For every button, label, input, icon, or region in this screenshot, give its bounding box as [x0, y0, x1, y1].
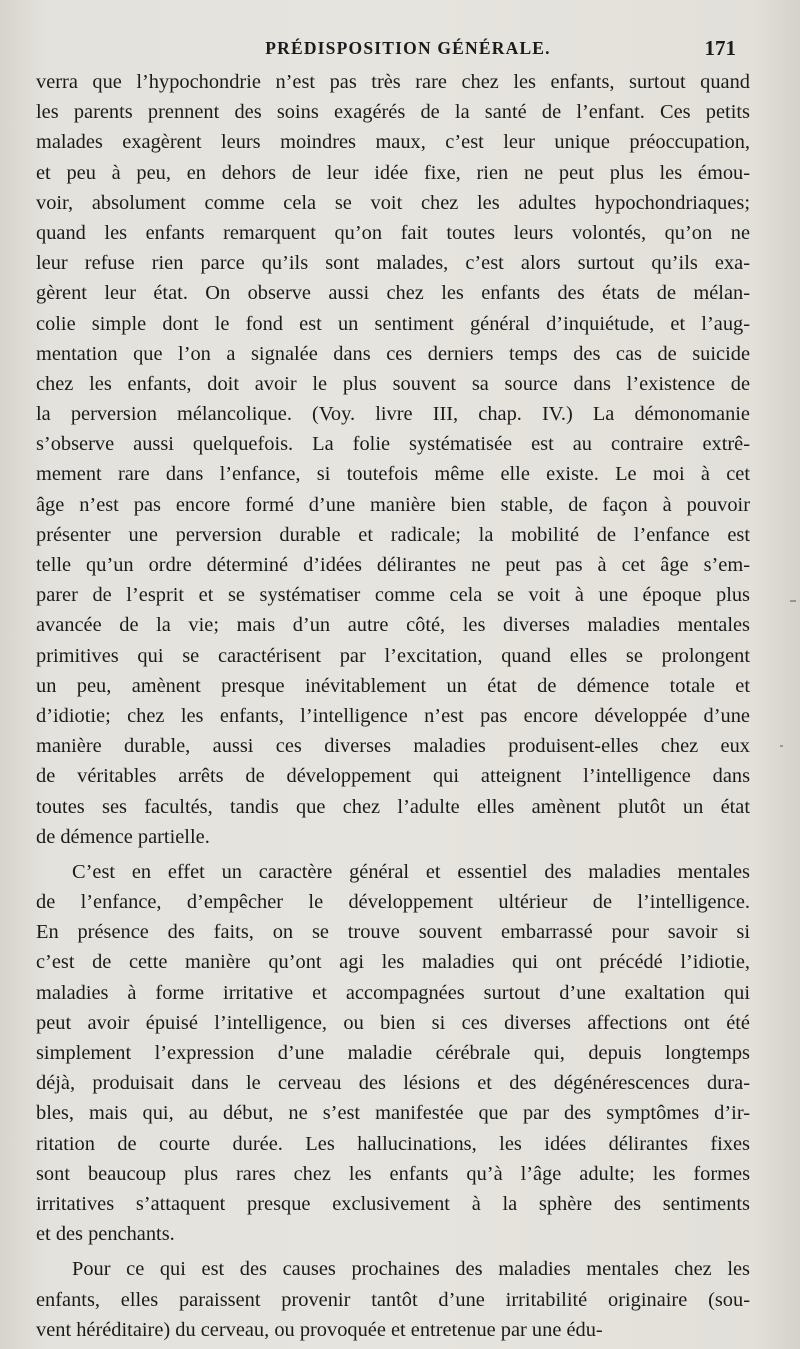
margin-mark	[790, 600, 796, 602]
text-line: gèrent leur état. On observe aussi chez les enfants des états de mélan-	[36, 282, 750, 305]
text-line: voir, absolument comme cela se voit chez les adultes hypochondriaques;	[36, 191, 750, 214]
running-head: PRÉDISPOSITION GÉNÉRALE.	[265, 38, 551, 58]
text-line: c’est de cette manière qu’ont agi les maladies qui ont précédé l’idiotie,	[36, 951, 750, 974]
body-text	[36, 67, 750, 1345]
text-line: leur refuse rien parce qu’ils sont malades, c’est alors surtout qu’ils exa-	[36, 252, 750, 275]
text-line: telle qu’un ordre déterminé d’idées délirantes ne peut pas à cet âge s’em-	[36, 554, 750, 576]
text-line: mement rare dans l’enfance, si toutefois même elle existe. Le moi à cet	[36, 463, 750, 486]
text-line: Pour ce qui est des causes prochaines des maladies mentales chez les	[72, 1258, 750, 1281]
text-line: et des penchants.	[36, 1223, 175, 1246]
page-number: 171	[704, 36, 736, 60]
text-line: quand les enfants remarquent qu’on fait toutes leurs volontés, qu’on ne	[36, 221, 750, 244]
text-line: de l’enfance, d’empêcher le développement ultérieur de l’intelligence.	[36, 891, 750, 914]
text-line: parer de l’esprit et se systématiser comme cela se voit à une époque plus	[36, 584, 750, 607]
text-line: ritation de courte durée. Les hallucinations, les idées délirantes fixes	[36, 1132, 750, 1155]
margin-mark	[780, 745, 783, 747]
text-line: de démence partielle.	[36, 825, 210, 848]
text-line: s’observe aussi quelquefois. La folie systématisée est au contraire extrê-	[36, 433, 750, 456]
text-line: la perversion mélancolique. (Voy. livre III, chap. IV.) La démonomanie	[36, 403, 750, 426]
page-header	[0, 36, 800, 66]
text-line: toutes ses facultés, tandis que chez l’adulte elles amènent plutôt un état	[36, 795, 750, 818]
text-line: vent héréditaire) du cerveau, ou provoquée et entretenue par une édu-	[36, 1318, 603, 1341]
paragraph	[36, 1254, 750, 1345]
text-line: malades exagèrent leurs moindres maux, c’est leur unique préoccupation,	[36, 131, 750, 154]
text-line: déjà, produisait dans le cerveau des lésions et des dégénérescences dura-	[36, 1072, 750, 1095]
text-line: de véritables arrêts de développement qui atteignent l’intelligence dans	[36, 765, 750, 788]
text-line: simplement l’expression d’une maladie cérébrale qui, depuis longtemps	[36, 1042, 750, 1064]
text-line: primitives qui se caractérisent par l’excitation, quand elles se prolongent	[36, 644, 750, 667]
text-line: un peu, amènent presque inévitablement un état de démence totale et	[36, 674, 750, 697]
text-line: irritatives s’attaquent presque exclusivement à la sphère des sentiments	[36, 1192, 750, 1215]
paragraph	[36, 67, 750, 852]
text-line: maladies à forme irritative et accompagnées surtout d’une exaltation qui	[36, 981, 750, 1004]
text-line: chez les enfants, doit avoir le plus souvent sa source dans l’existence de	[36, 372, 750, 395]
text-line: verra que l’hypochondrie n’est pas très rare chez les enfants, surtout quand	[36, 71, 750, 93]
text-line: peut avoir épuisé l’intelligence, ou bien si ces diverses affections ont été	[36, 1011, 750, 1034]
text-line: d’idiotie; chez les enfants, l’intelligence n’est pas encore développée d’une	[36, 704, 750, 727]
text-line: colie simple dont le fond est un sentiment général d’inquiétude, et l’aug-	[36, 312, 750, 335]
text-line: bles, mais qui, au début, ne s’est manifestée que par des symptômes d’ir-	[36, 1102, 750, 1125]
text-line: présenter une perversion durable et radicale; la mobilité de l’enfance est	[36, 523, 750, 546]
text-line: âge n’est pas encore formé d’une manière bien stable, de façon à pouvoir	[36, 493, 750, 516]
text-line: C’est en effet un caractère général et essentiel des maladies mentales	[72, 860, 750, 883]
text-line: et peu à peu, en dehors de leur idée fixe, rien ne peut plus les émou-	[36, 161, 750, 184]
text-line: enfants, elles paraissent provenir tantôt d’une irritabilité originaire (sou-	[36, 1288, 750, 1311]
paragraph	[36, 857, 750, 1249]
text-line: avancée de la vie; mais d’un autre côté, les diverses maladies mentales	[36, 614, 750, 637]
text-line: mentation que l’on a signalée dans ces derniers temps des cas de suicide	[36, 342, 750, 365]
text-line: En présence des faits, on se trouve souvent embarrassé pour savoir si	[36, 921, 750, 944]
text-line: sont beaucoup plus rares chez les enfants qu’à l’âge adulte; les formes	[36, 1162, 750, 1185]
text-line: les parents prennent des soins exagérés de la santé de l’enfant. Ces petits	[36, 101, 750, 124]
text-line: manière durable, aussi ces diverses maladies produisent-elles chez eux	[36, 735, 750, 758]
